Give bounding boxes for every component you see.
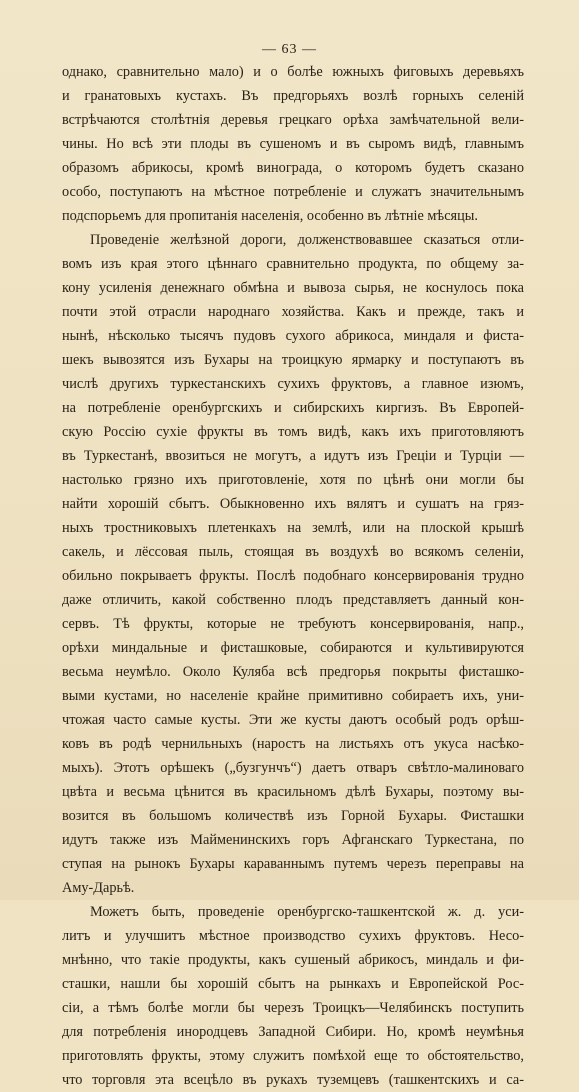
text-line: Проведеніе желѣзной дороги, долженствовавшее сказаться отли- bbox=[90, 232, 524, 248]
text-line: въ Туркестанѣ, ввозиться не могутъ, а идутъ изъ Греціи и Турціи — bbox=[62, 448, 524, 464]
text-line: мнѣнно, что такіе продукты, какъ сушеный абрикосъ, миндаль и фи- bbox=[62, 952, 524, 968]
text-line: кону усиленія денежнаго обмѣна и вывоза сырья, не коснулось пока bbox=[62, 280, 524, 296]
text-line: даже отличить, какой собственно плодъ представляетъ данный кон- bbox=[62, 592, 524, 608]
text-line: Аму-Дарьѣ. bbox=[62, 880, 135, 896]
text-line: найти хорошій сбытъ. Обыкновенно ихъ вялятъ и сушатъ на гряз- bbox=[62, 496, 524, 512]
text-line: ковъ въ родѣ чернильныхъ (наростъ на листьяхъ отъ укуса насѣко- bbox=[62, 736, 524, 752]
text-line: Можетъ быть, проведеніе оренбургско-ташкентской ж. д. уси- bbox=[90, 904, 524, 920]
text-line: цвѣта и весьма цѣнится въ красильномъ дѣлѣ Бухары, поэтому вы- bbox=[62, 784, 524, 800]
body-text bbox=[62, 60, 524, 1092]
text-line: сіи, а тѣмъ болѣе могли бы черезъ Троицкъ—Челябинскъ поступить bbox=[62, 1000, 524, 1016]
text-line: подспорьемъ для пропитанія населенія, особенно въ лѣтніе мѣсяцы. bbox=[62, 208, 478, 224]
text-line: литъ и улучшитъ мѣстное производство сухихъ фруктовъ. Несо- bbox=[62, 928, 524, 944]
text-line: ступая на рынокъ Бухары караваннымъ путемъ черезъ переправы на bbox=[62, 856, 524, 872]
text-line: чины. Но всѣ эти плоды въ сушеномъ и въ сыромъ видѣ, главнымъ bbox=[62, 136, 524, 152]
text-line: образомъ абрикосы, кромѣ винограда, о которомъ будетъ сказано bbox=[62, 160, 524, 176]
text-line: для потребленія инородцевъ Западной Сибири. Но, кромѣ неумѣнья bbox=[62, 1024, 524, 1040]
text-line: вомъ изъ края этого цѣннаго сравнительно продукта, по общему за- bbox=[62, 256, 524, 272]
text-line: однако, сравнительно мало) и о болѣе южныхъ фиговыхъ деревьяхъ bbox=[62, 64, 524, 80]
text-line: особо, поступаютъ на мѣстное потребленіе и служатъ значительнымъ bbox=[62, 184, 524, 200]
text-line: числѣ другихъ туркестанскихъ сухихъ фруктовъ, а главное изюмъ, bbox=[62, 376, 524, 392]
text-line: сакель, и лёссовая пыль, стоящая въ воздухѣ во всякомъ селеніи, bbox=[62, 544, 524, 560]
page-number: — 63 — bbox=[262, 42, 317, 57]
text-line: чтожая часто самые кусты. Эти же кусты даютъ особый родъ орѣш- bbox=[62, 712, 524, 728]
text-line: настолько грязно ихъ приготовленіе, хотя по цѣнѣ они могли бы bbox=[62, 472, 524, 488]
text-line: возится въ большомъ количествѣ изъ Горной Бухары. Фисташки bbox=[62, 808, 524, 824]
text-line: весьма неумѣло. Около Куляба всѣ предгорья покрыты фисташко- bbox=[62, 664, 524, 680]
text-line: идутъ также изъ Майменинскихъ горъ Афганскаго Туркестана, по bbox=[62, 832, 524, 848]
text-line: мыхъ). Этотъ орѣшекъ („бузгунчъ“) даетъ отваръ свѣтло-малиноваго bbox=[62, 760, 524, 776]
text-line: обильно покрываетъ фрукты. Послѣ подобнаго консервированія трудно bbox=[62, 568, 524, 584]
text-line: шекъ вывозятся изъ Бухары на троицкую ярмарку и поступаютъ въ bbox=[62, 352, 524, 368]
text-line: почти этой отрасли народнаго хозяйства. Какъ и прежде, такъ и bbox=[62, 304, 524, 320]
text-line: встрѣчаются столѣтнія деревья грецкаго орѣха замѣчательной вели- bbox=[62, 112, 524, 128]
text-line: нынѣ, нѣсколько тысячъ пудовъ сухого абрикоса, миндаля и фиста- bbox=[62, 328, 524, 344]
text-line: скую Россію сухіе фрукты въ томъ видѣ, какъ ихъ приготовляютъ bbox=[62, 424, 524, 440]
text-line: и гранатовыхъ кустахъ. Въ предгорьяхъ возлѣ горныхъ селеній bbox=[62, 88, 524, 104]
text-line: выми кустами, но населеніе крайне примитивно собираетъ ихъ, уни- bbox=[62, 688, 524, 704]
text-line: сташки, нашли бы хорошій сбытъ на рынкахъ и Европейской Рос- bbox=[62, 976, 524, 992]
text-line: орѣхи миндальные и фисташковые, собираются и культивируются bbox=[62, 640, 524, 656]
text-line: ныхъ тростниковыхъ плетенкахъ на землѣ, или на плоской крышѣ bbox=[62, 520, 524, 536]
text-line: на потребленіе оренбургскихъ и сибирскихъ киргизъ. Въ Европей- bbox=[62, 400, 524, 416]
text-line: сервъ. Тѣ фрукты, которые не требуютъ консервированія, напр., bbox=[62, 616, 524, 632]
text-line: приготовлять фрукты, этому служитъ помѣхой еще то обстоятельство, bbox=[62, 1048, 524, 1064]
text-line: что торговля эта всецѣло въ рукахъ туземцевъ (ташкентскихъ и са- bbox=[62, 1072, 524, 1088]
